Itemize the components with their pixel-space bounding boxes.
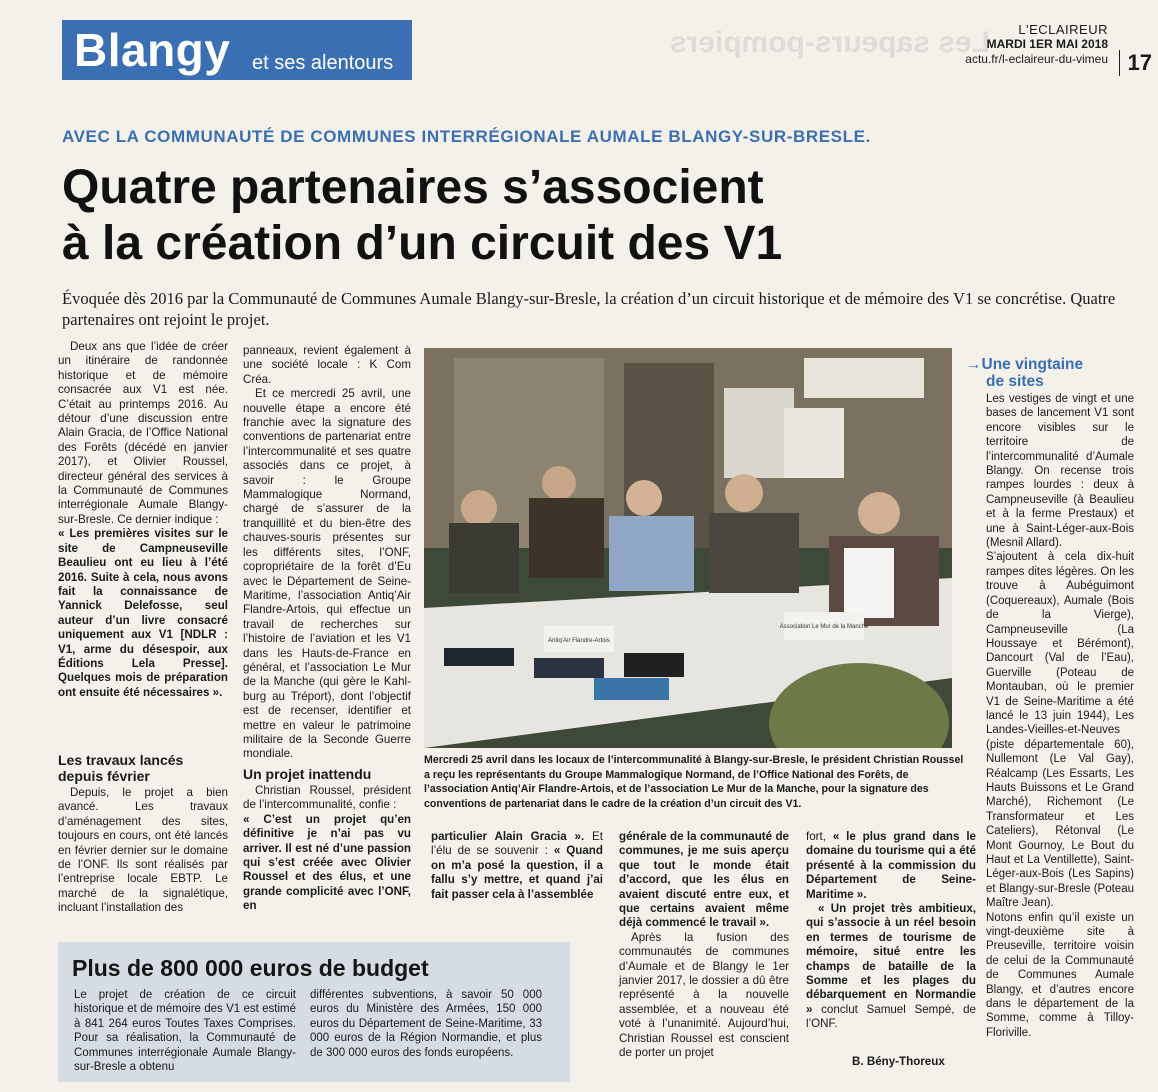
budget-column-2 [310, 988, 542, 1060]
person-head [626, 480, 662, 516]
quote: générale de la communauté de communes, je me suis aperçu que tout le monde était d’accord, que les élus en avaient discuté entre eux, et que certains avaient même déjà commencé le travail ». [619, 830, 789, 930]
photo-illustration [424, 348, 952, 748]
paragraph-text: fort, [806, 830, 826, 843]
sidebar-title-line-1: →Une vingtaine [966, 356, 1084, 373]
paragraph: Le projet de création de ce circuit historique et de mémoire des V1 est estimé à 841 264 euros Toutes Taxes Comprises. Pour sa réalisation, la Communauté de Communes interrégionale Aumale Blangy-sur-Bresle a obtenu [74, 989, 296, 1074]
article-column-2 [243, 344, 411, 762]
paragraph: Notons enfin qu’il existe un vingt-deuxième site à Preuseville, territoire voisin de celui de la Communauté de Communes Aumale Blangy, et d’autres encore dans le département de la Somme, comme à Tilloy-Floriville. [986, 911, 1134, 1039]
document [844, 548, 894, 618]
section-title: Blangy [74, 24, 231, 76]
book [534, 658, 604, 678]
sidebar-title [966, 356, 1083, 390]
standfirst: Évoquée dès 2016 par la Communauté de Communes Aumale Blangy-sur-Bresle, la création d’un circuit historique et de mémoire des V1 se concrétise. Quatre partenaires ont rejoint le projet. [62, 289, 1116, 329]
headline-line-2: à la création d’un circuit des V1 [62, 217, 783, 270]
section-banner [62, 20, 412, 80]
wall-map [724, 388, 794, 478]
page-meta [965, 22, 1108, 67]
article-column-5 [806, 830, 976, 1032]
paragraph: S’ajoutent à cela dix-huit rampes dites légères. On les trouve à Aubéguimont (Coquereaux), Aumale (Bois de la Vierge), Campneuseville (La Houssaye et Bérémont), Dancourt (Val de l’Eau), Guerville (Poteau de Montauban, où le premier V1 de Seine-Maritime a été lancé le 13 juin 1944), Les Landes-Vieilles-et-Neuves (piste départementale 60), Nullemont (Le Val Gay), Réalcamp (Les Essarts, Les Hauts Buissons et Le Grand Marché), Richemont (Le Transformateur et Les Cateliers), Rétonval (Le Mont Gournoy, Le Bout du Haut et La Ventillette), Saint-Léger-aux-Bois (Les Sapins) et Blangy-sur-Bresle (Poteau Maître Jean). [986, 551, 1134, 910]
paragraph: Deux ans que l’idée de créer un itinéraire de randonnée historique et de mémoire consacrée aux V1 est née. C’était au printemps 2016. Au détour d’une discussion entre Alain Gracia, de l’Office National des Forêts (décédé en janvier 2017), et Olivier Roussel, directeur général des services à la Communauté de Communes interrégionale Aumale Blangy-sur-Bresle. Ce dernier indique : [58, 340, 228, 526]
wall-poster [804, 358, 924, 398]
headline [62, 160, 1102, 272]
paragraph [806, 830, 976, 902]
publication-name: L'ECLAIREUR [1018, 22, 1108, 37]
subhead-projet-inattendu: Un projet inattendu [243, 766, 372, 782]
quote: « Un projet très ambitieux, qui s’associe à un réel besoin en termes de tourisme de mémoire, situé entre les champs de bataille de la Somme et les plages du débarquement en Normandie » [806, 902, 976, 1016]
sidebar-title-line-2: de sites [986, 373, 1044, 390]
kicker: AVEC LA COMMUNAUTÉ DE COMMUNES INTERRÉGIONALE AUMALE BLANGY-SUR-BRESLE. [62, 127, 871, 146]
quote: « Les premières visites sur le site de Campneuseville Beaulieu ont eu lieu à l’été 2016. Suite à cela, nous avons fait la connaissance de Yannick Delefosse, seul auteur d’un livre consacré uniquement aux V1 [NDLR : V1, arme du désespoir, aux Éditions Lela Presse]. Quelques mois de préparation ont ensuite été nécessaires ». [58, 527, 228, 699]
website: actu.fr/l-eclaireur-du-vimeu [965, 52, 1108, 66]
paragraph: Les vestiges de vingt et une bases de lancement V1 sont encore visibles sur le territoire de l’intercommunalité d’Aumale Blangy. On recense trois rampes lourdes : deux à Campneuseville (à Beaulieu et à la ferme Prestaux) et une à Saint-Léger-aux-Bois (Mesnil Allard). [986, 393, 1134, 550]
book [444, 648, 514, 666]
quote: « C’est un projet qu’en définitive je n’ai pas vu arriver. Il est né d’une passion qui s’est créée avec Olivier Roussel et des élus, et une grande complicité avec l’ONF, en [243, 812, 411, 913]
section-subtitle: et ses alentours [252, 52, 394, 74]
person-head [542, 466, 576, 500]
person-body [529, 498, 604, 578]
budget-title: Plus de 800 000 euros de budget [72, 955, 429, 981]
person-head [725, 474, 763, 512]
issue-date: MARDI 1ER MAI 2018 [986, 37, 1108, 51]
photo-caption: Mercredi 25 avril dans les locaux de l’intercommunalité à Blangy-sur-Bresle, le président Christian Roussel a reçu les représentants du Groupe Mammalogique Normand, de l’Office National des Forêts, de l’association Antiq’Air Flandre-Artois, et de l’association Le Mur de la Manche, pour la signature des conventions de partenariat dans le cadre de la création d’un circuit des V1. [424, 754, 964, 810]
paragraph: Après la fusion des communautés de communes d’Aumale et de Blangy le 1er janvier 2017, le dossier a dû être représenté à la nouvelle assemblée, et a nouveau été voté à l’unanimité. Aujourd’hui, Christian Roussel est conscient de porter un projet [619, 930, 789, 1060]
paragraph [431, 830, 603, 902]
book [594, 678, 669, 700]
page-number: 17 [1119, 50, 1152, 76]
quote: « Quand on m’a posé la question, il a fallu s’y mettre, et quand j’ai fait passer cela à l’assemblée [431, 844, 603, 901]
person-body [609, 516, 694, 591]
paragraph-text: Et l’élu de se souvenir : [431, 830, 603, 858]
person-head [461, 490, 497, 526]
paragraph: Depuis, le projet a bien avancé. Les travaux d’aménagement des sites, toujours en cours, ont été lancés en février dernier sur le domaine de l’ONF. Ils sont réalisés par l’entreprise locale EBTP. Le marché de la signalétique, incluant l’installation des [58, 786, 228, 915]
budget-column-1 [74, 988, 296, 1074]
paragraph [806, 902, 976, 1032]
paragraph: Et ce mercredi 25 avril, une nouvelle étape a encore été franchie avec la signature des conventions de partenariat entre l’intercommunalité et ses quatre associés dans ce projet, à savoir : le Groupe Mammalogique Normand, chargé de s’assurer de la tranquillité et du bien-être des chauves-souris présentes sur les différents sites, l’ONF, copropriétaire de la forêt d’Eu avec le Département de Seine-Maritime, l’association Antiq’Air Flandre-Artois, qui effectue un travail de recherches sur l’histoire de l’aviation et les V1 dans les Hauts-de-France en général, et l’association Le Mur de la Manche (qui gère le Kahl-burg au Tréport), dont l’objectif est de recenser, identifier et mettre en valeur le patrimoine militaire de la Seconde Guerre mondiale. [243, 387, 411, 761]
person-body [709, 513, 799, 593]
paragraph: différentes subventions, à savoir 50 000 euros du Ministère des Armées, 150 000 euros du Département de Seine-Maritime, 33 000 euros de la Région Normandie, et plus de 300 000 euros des fonds européens. [310, 989, 542, 1059]
byline: B. Bény-Thoreux [852, 1055, 945, 1068]
placard-text: Antiq’Air Flandre-Artois [548, 638, 610, 644]
book [624, 653, 684, 677]
headline-line-1: Quatre partenaires s’associent [62, 161, 764, 214]
person-head [858, 492, 900, 534]
article-column-2-continued [243, 784, 411, 914]
subhead-travaux: Les travaux lancés depuis février [58, 752, 184, 784]
budget-box [58, 942, 570, 1082]
bleed-through-text: Les sapeurs-pompiers [669, 26, 990, 59]
article-column-4 [619, 830, 789, 1061]
paragraph: panneaux, revient également à une société locale : K Com Créa. [243, 344, 411, 386]
sidebar-text [986, 392, 1134, 1040]
article-column-1 [58, 340, 228, 700]
wall-notice [784, 408, 844, 478]
article-column-1-continued [58, 786, 228, 916]
article-column-3 [431, 830, 603, 902]
meeting-photo [424, 348, 952, 748]
paragraph-text: conclut Samuel Sempé, de l’ONF. [806, 1002, 976, 1031]
quote: particulier Alain Gracia ». [431, 830, 585, 843]
person-body [449, 523, 519, 593]
quote: « le plus grand dans le domaine du tourisme qui a été présenté à la commission du Département de Seine-Maritime ». [806, 830, 976, 901]
placard-text: Association Le Mur de la Manche [779, 624, 869, 630]
paragraph: Christian Roussel, président de l’intercommunalité, confie : [243, 784, 411, 812]
